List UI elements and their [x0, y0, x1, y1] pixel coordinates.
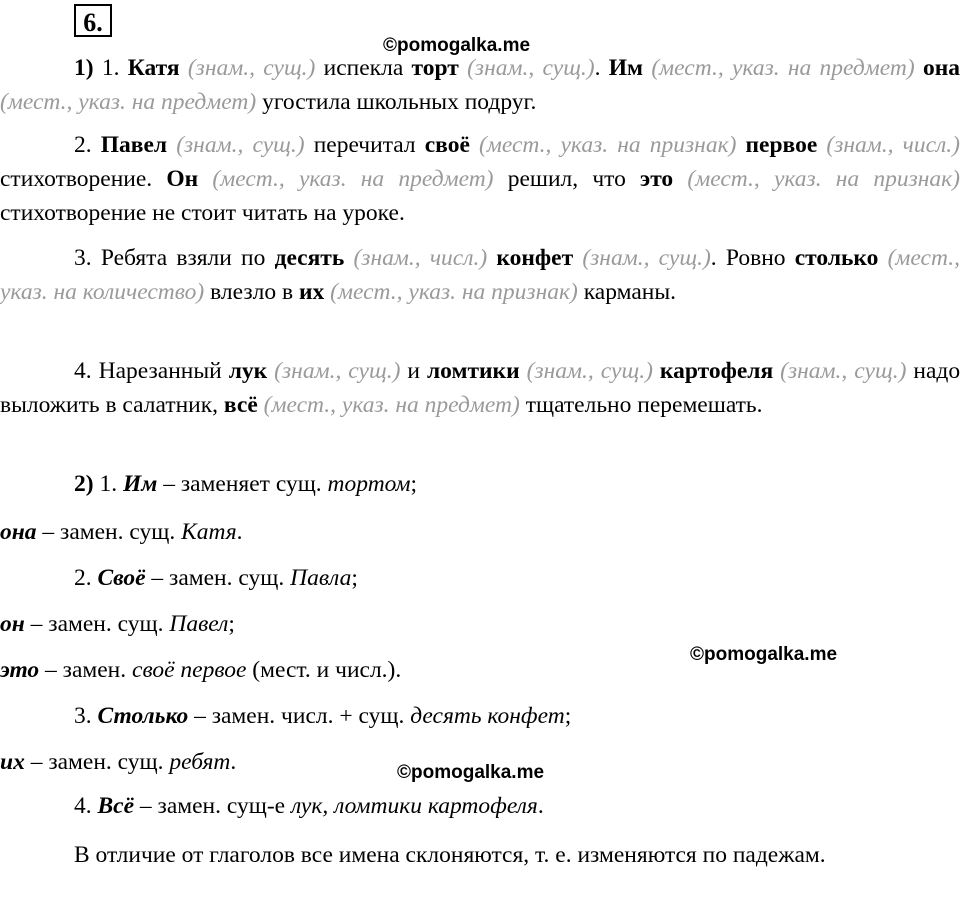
- conclusion: В отличие от глаголов все имена склоняются, т. е. изменяются по падежам.: [74, 842, 826, 868]
- sentence-3: 3. Ребята взяли по десять (знам., числ.) конфет (знам., сущ.). Ровно столько (мест., указ. на количество) влезло в их (мест., указ. на признак) карманы.: [0, 245, 960, 305]
- analysis-line: 3. Столько – замен. числ. + сущ. десять конфет;: [74, 703, 572, 729]
- analysis-line: их – замен. сущ. ребят.: [0, 749, 237, 775]
- watermark: ©pomogalka.me: [397, 762, 545, 783]
- watermark: ©pomogalka.me: [383, 35, 531, 56]
- analysis-line: 4. Всё – замен. сущ-е лук, ломтики картофеля.: [74, 793, 544, 819]
- sentence-2: 2. Павел (знам., сущ.) перечитал своё (мест., указ. на признак) первое (знам., числ.) стихотворение. Он (мест., указ. на предмет) решил, что это (мест., указ. на признак) стихотворение не стоит читать на уроке.: [0, 132, 960, 226]
- sentence-1: 1) 1. Катя (знам., сущ.) испекла торт (знам., сущ.). Им (мест., указ. на предмет) она (мест., указ. на предмет) угостила школьных подруг.: [0, 55, 960, 115]
- analysis-line: 2. Своё – замен. сущ. Павла;: [74, 565, 358, 591]
- analysis-line: он – замен. сущ. Павел;: [0, 611, 235, 637]
- analysis-line: 2) 1. Им – заменяет сущ. тортом;: [74, 471, 418, 497]
- analysis-line: она – замен. сущ. Катя.: [0, 519, 243, 545]
- part-label: 1): [74, 55, 94, 81]
- analysis-line: это – замен. своё первое (мест. и числ.).: [0, 657, 402, 683]
- sentence-4: 4. Нарезанный лук (знам., сущ.) и ломтики (знам., сущ.) картофеля (знам., сущ.) надо выложить в салатник, всё (мест., указ. на предмет) тщательно перемешать.: [0, 358, 960, 418]
- watermark: ©pomogalka.me: [690, 644, 838, 665]
- task-number: 6.: [74, 4, 112, 37]
- part-label: 2): [74, 471, 94, 497]
